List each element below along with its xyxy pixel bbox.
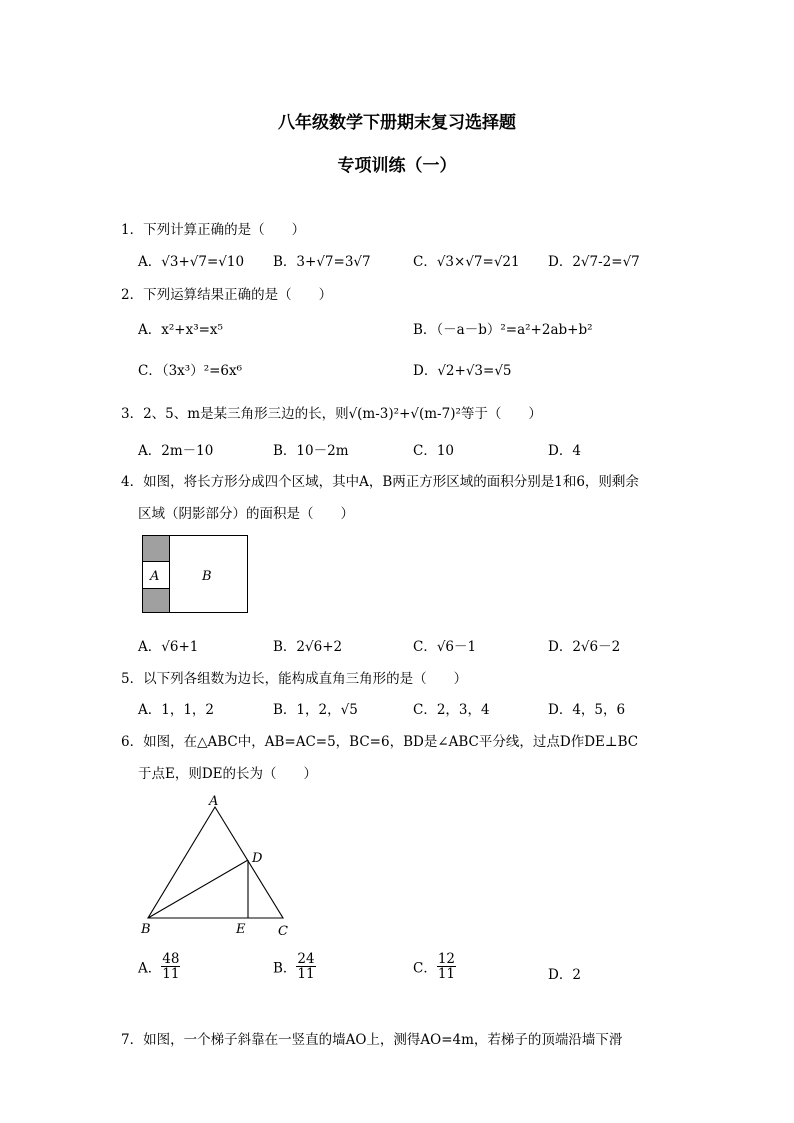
q6-option-b <box>273 952 316 981</box>
q5-option-a: A．1，1，2 <box>138 702 215 718</box>
q2-option-d: D．√2+√3=√5 <box>413 363 512 379</box>
q4-option-d: D．2√6－2 <box>548 639 621 655</box>
q5-stem: 5．以下列各组数为边长，能构成直角三角形的是（ ） <box>121 671 468 687</box>
q2-option-b: B．（－a－b）²=a²+2ab+b² <box>413 322 593 338</box>
q6-option-b-num: 24 <box>297 951 315 967</box>
q4-shaded-top <box>143 536 170 562</box>
q6-option-d: D．2 <box>548 967 581 983</box>
q6-option-a-den: 11 <box>162 966 180 983</box>
q6-option-c-den: 11 <box>437 966 456 983</box>
q6-option-c-fraction <box>437 952 456 981</box>
q6-triangle-abc <box>148 807 283 918</box>
q6-label-b: B <box>141 922 151 937</box>
q6-option-a-fraction <box>161 952 180 981</box>
q6-option-a-prefix: A． <box>138 960 162 977</box>
q7-stem: 7．如图，一个梯子斜靠在一竖直的墙AO上，测得AO=4m，若梯子的顶端沿墙下滑 <box>121 1032 623 1048</box>
q6-option-c-num: 12 <box>437 951 456 967</box>
q3-option-b: B．10－2m <box>273 443 349 459</box>
q6-label-d: D <box>252 851 263 866</box>
q3-stem: 3．2、5、m是某三角形三边的长，则√(m-3)²+√(m-7)²等于（ ） <box>121 406 542 422</box>
q1-option-b: B．3+√7=3√7 <box>273 254 371 270</box>
q6-option-b-den: 11 <box>297 966 315 983</box>
q3-option-d: D．4 <box>548 443 581 459</box>
q6-option-b-prefix: B． <box>273 960 297 977</box>
q4-stem-line2: 区域（阴影部分）的面积是（ ） <box>138 506 354 522</box>
q6-option-c-prefix: C． <box>413 960 437 977</box>
q6-label-a: A <box>209 794 219 809</box>
q4-stem-line1: 4．如图，将长方形分成四个区域，其中A，B两正方形区域的面积分别是1和6，则剩余 <box>121 474 639 490</box>
q6-triangle-figure <box>138 792 298 942</box>
page-title: 八年级数学下册期末复习选择题 <box>278 113 516 133</box>
q4-label-b: B <box>202 569 212 584</box>
q6-option-c <box>413 952 456 981</box>
q5-option-b: B．1，2，√5 <box>273 702 358 718</box>
q6-label-e: E <box>236 922 246 937</box>
q4-label-a: A <box>150 569 160 584</box>
q6-option-b-fraction <box>296 952 315 981</box>
q6-segment-bd <box>148 860 248 918</box>
q1-stem: 1．下列计算正确的是（ ） <box>121 222 306 238</box>
page-subtitle: 专项训练（一） <box>337 156 457 176</box>
q1-option-d: D．2√7-2=√7 <box>548 254 640 270</box>
q5-option-d: D．4，5，6 <box>548 702 626 718</box>
q6-option-a <box>138 952 180 981</box>
q2-option-c: C．（3x³）²=6x⁶ <box>138 363 243 379</box>
q4-option-a: A．√6+1 <box>138 639 199 655</box>
q4-option-b: B．2√6+2 <box>273 639 343 655</box>
q4-shaded-bottom <box>143 589 170 613</box>
q3-option-c: C．10 <box>413 443 455 459</box>
q1-option-a: A．√3+√7=√10 <box>138 254 245 270</box>
q4-option-c: C．√6－1 <box>413 639 477 655</box>
q5-option-c: C．2，3，4 <box>413 702 490 718</box>
q1-option-c: C．√3×√7=√21 <box>413 254 520 270</box>
q2-stem: 2．下列运算结果正确的是（ ） <box>121 287 333 303</box>
q2-option-a: A．x²+x³=x⁵ <box>138 322 223 338</box>
q3-option-a: A．2m－10 <box>138 443 214 459</box>
q6-stem-line1: 6．如图，在△ABC中，AB=AC=5，BC=6，BD是∠ABC平分线，过点D作DE⊥BC <box>121 734 639 750</box>
q6-stem-line2: 于点E，则DE的长为（ ） <box>138 766 318 782</box>
q6-label-c: C <box>278 924 288 939</box>
q6-option-a-num: 48 <box>162 951 180 967</box>
q4-rectangle-figure <box>142 535 248 614</box>
